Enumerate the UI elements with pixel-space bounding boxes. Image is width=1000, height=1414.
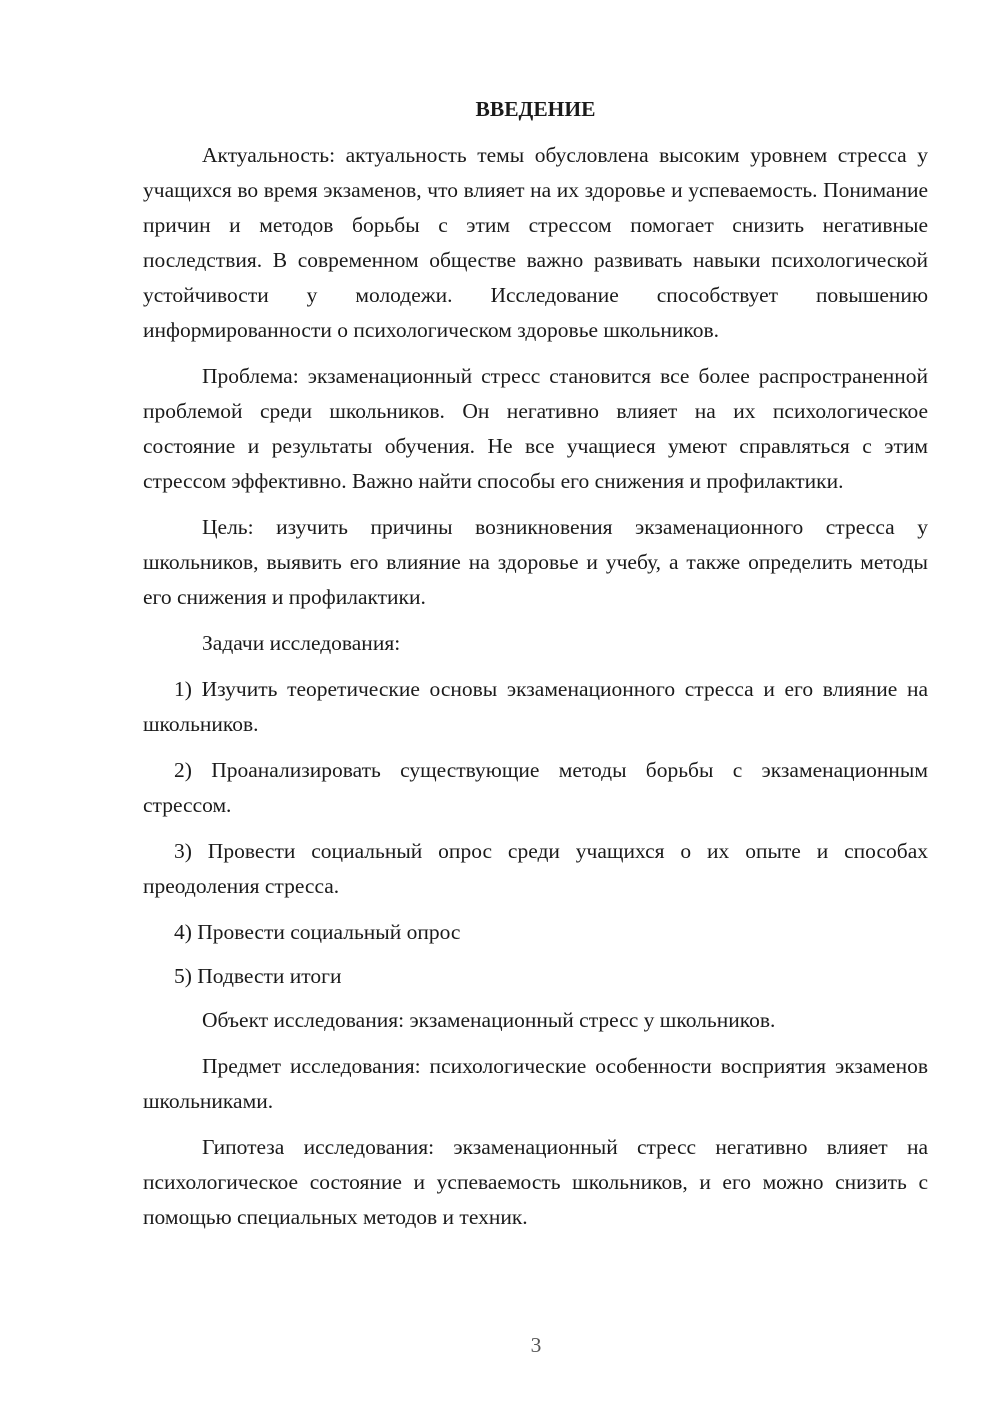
task-item: 3) Провести социальный опрос среди учащихся о их опыте и способах преодоления стресса. <box>143 839 928 898</box>
paragraph-goal: Цель: изучить причины возникновения экзаменационного стресса у школьников, выявить его влияние на здоровье и учебу, а также определить методы его снижения и профилактики. <box>143 515 928 609</box>
paragraph-relevance: Актуальность: актуальность темы обусловлена высоким уровнем стресса у учащихся во время экзаменов, что влияет на их здоровье и успеваемость. Понимание причин и методов борьбы с этим стрессом помогает снизить негативные последствия. В современном обществе важно развивать навыки психологической устойчивости у молодежи. Исследование способствует повышению информированности о психологическом здоровье школьников. <box>143 143 928 342</box>
task-item: 2) Проанализировать существующие методы борьбы с экзаменационным стрессом. <box>143 758 928 817</box>
paragraph-hypothesis: Гипотеза исследования: экзаменационный стресс негативно влияет на психологическое состояние и успеваемость школьников, и его можно снизить с помощью специальных методов и техник. <box>143 1135 928 1229</box>
task-item: 1) Изучить теоретические основы экзаменационного стресса и его влияние на школьников. <box>143 677 928 736</box>
section-title: ВВЕДЕНИЕ <box>475 97 596 121</box>
page-number: 3 <box>530 1333 542 1357</box>
paragraph-object: Объект исследования: экзаменационный стресс у школьников. <box>202 1008 776 1032</box>
task-item: 5) Подвести итоги <box>174 964 342 988</box>
paragraph-tasks-heading: Задачи исследования: <box>202 631 401 655</box>
paragraph-problem: Проблема: экзаменационный стресс становится все более распространенной проблемой среди школьников. Он негативно влияет на их психологическое состояние и результаты обучения. Не все учащиеся умеют справляться с этим стрессом эффективно. Важно найти способы его снижения и профилактики. <box>143 364 928 493</box>
document-body <box>143 92 928 1246</box>
paragraph-subject: Предмет исследования: психологические особенности восприятия экзаменов школьниками. <box>143 1054 928 1113</box>
task-item: 4) Провести социальный опрос <box>174 920 461 944</box>
